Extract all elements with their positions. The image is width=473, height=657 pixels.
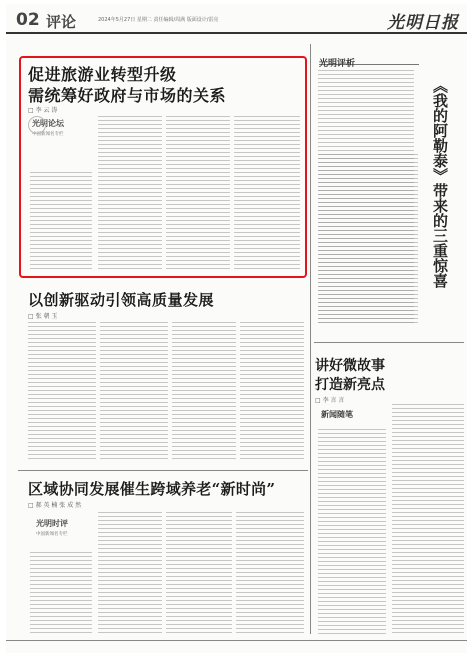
article1-title-line1: 促进旅游业转型升级: [28, 65, 177, 84]
news-essay-tag: 新闻随笔: [321, 410, 353, 419]
opinion-name: 光明时评: [36, 518, 68, 528]
article2-title: 以创新驱动引领高质量发展: [28, 291, 215, 309]
forum-badge: [32, 118, 88, 166]
forum-subtitle: 中国新闻名专栏: [32, 132, 64, 137]
opinion-subtitle: 中国新闻名专栏: [36, 532, 68, 537]
article1-body: [98, 116, 162, 272]
right-article-title-line1: 讲好微故事: [315, 358, 385, 374]
right-article-body: [392, 404, 464, 634]
forum-ring-icon: [28, 116, 46, 134]
section-name: 评论: [46, 13, 77, 31]
article2-body: [240, 322, 304, 462]
commentary-tag-label: 光明评析: [319, 59, 356, 69]
article2-body: [100, 322, 168, 462]
article3-title: 区域协同发展催生跨域养老“新时尚”: [28, 480, 276, 498]
article2-byline: □ 张 朝 玉: [28, 313, 58, 320]
right-vertical-title: 《我的阿勒泰》带来的三重惊喜: [431, 78, 449, 288]
forum-name: 光明论坛: [32, 118, 64, 128]
newspaper-logo: 光明日报: [387, 13, 459, 33]
column-divider: [310, 44, 311, 634]
article1-byline: □ 李 云 涛: [28, 107, 58, 114]
right-article-title-line2: 打造新亮点: [315, 377, 385, 393]
right-divider: [314, 342, 464, 343]
footer-line: [6, 640, 467, 641]
section-divider: [18, 470, 308, 471]
commentary-tag: [319, 51, 419, 69]
article2-body: [28, 322, 96, 462]
page-header: [6, 4, 467, 34]
article3-byline: □ 郝 英 楠 张 成 然: [28, 502, 82, 509]
page-number: 02: [16, 10, 40, 30]
article3-body: [166, 512, 232, 636]
right-article-body: [318, 154, 418, 324]
article3-body: [98, 512, 162, 636]
article1-title-line2: 需统筹好政府与市场的关系: [28, 86, 227, 105]
article2-body: [172, 322, 236, 462]
newspaper-page: [6, 4, 467, 653]
article1-body: [234, 116, 300, 272]
right-article-body: [318, 429, 386, 634]
article1-body: [30, 172, 92, 272]
header-meta: 2024年5月27日 星期二 责任编辑/周满 版面设计/雷亮: [98, 17, 219, 23]
right-article-byline: □ 李 言 言: [315, 397, 345, 404]
article3-body: [30, 552, 92, 636]
opinion-badge: [36, 518, 92, 548]
article1-body: [166, 116, 230, 272]
article3-body: [236, 512, 304, 636]
